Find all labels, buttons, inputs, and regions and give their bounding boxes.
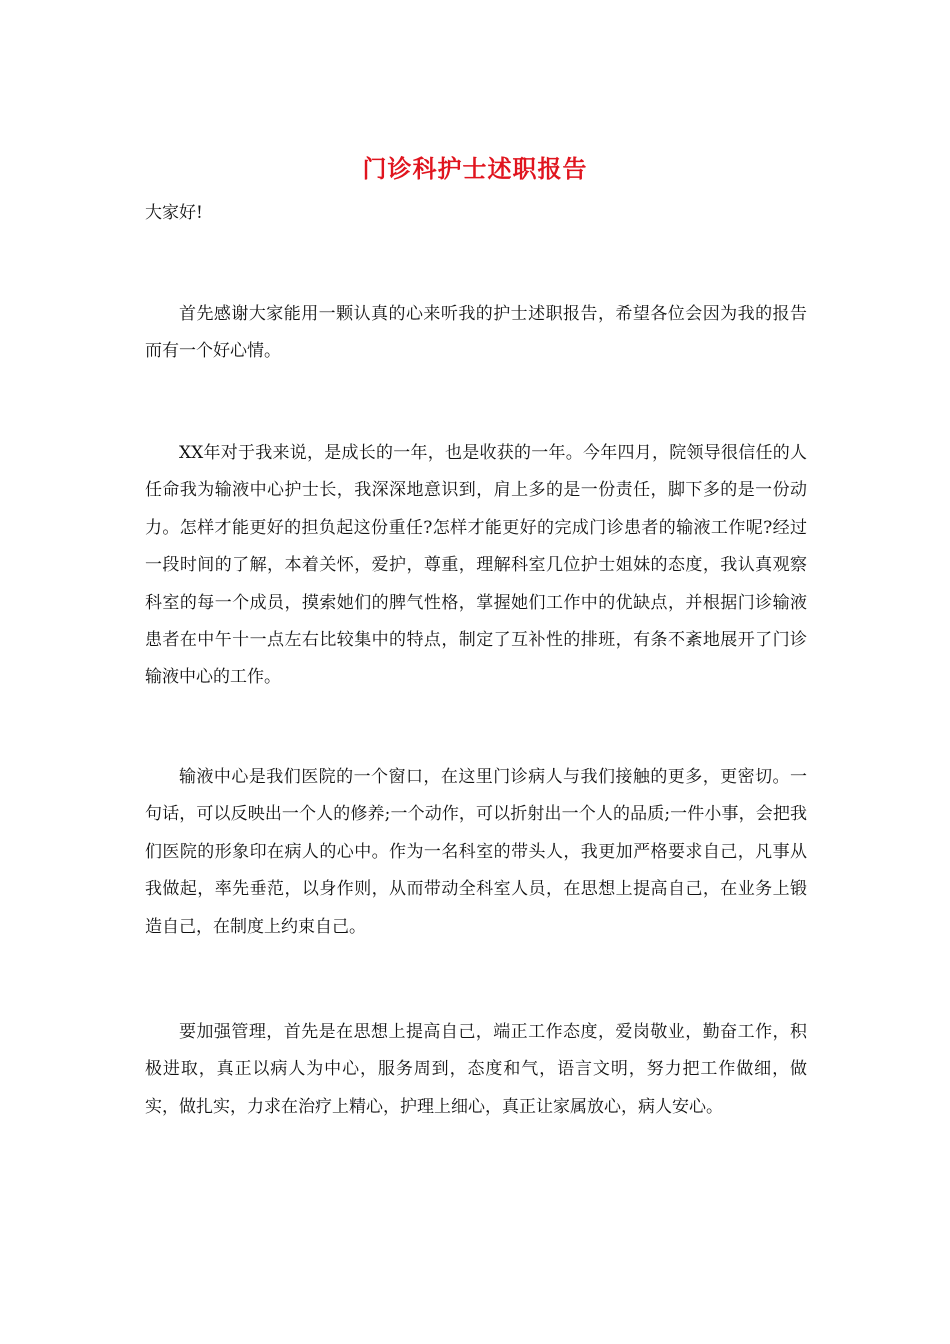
paragraph-3: 输液中心是我们医院的一个窗口，在这里门诊病人与我们接触的更多，更密切。一句话，可以反映出一个人的修养;一个动作，可以折射出一个人的品质;一件小事，会把我们医院的形象印在病人的心中。作为一名科室的带头人，我更加严格要求自己，凡事从我做起，率先垂范，以身作则，从而带动全科室人员，在思想上提高自己，在业务上锻造自己，在制度上约束自己。 — [145, 767, 807, 937]
paragraph-1: 首先感谢大家能用一颗认真的心来听我的护士述职报告，希望各位会因为我的报告而有一个好心情。 — [145, 304, 807, 362]
paragraph-4: 要加强管理，首先是在思想上提高自己，端正工作态度，爱岗敬业，勤奋工作，积极进取，真正以病人为中心，服务周到，态度和气，语言文明，努力把工作做细，做实，做扎实，力求在治疗上精心，护理上细心，真正让家属放心，病人安心。 — [145, 1022, 807, 1117]
paragraph-2: XX年对于我来说，是成长的一年，也是收获的一年。今年四月，院领导很信任的人任命我为输液中心护士长，我深深地意识到，肩上多的是一份责任，脚下多的是一份动力。怎样才能更好的担负起这份重任?怎样才能更好的完成门诊患者的输液工作呢?经过一段时间的了解，本着关怀，爱护，尊重，理解科室几位护士姐妹的态度，我认真观察科室的每一个成员，摸索她们的脾气性格，掌握她们工作中的优缺点，并根据门诊输液患者在中午十一点左右比较集中的特点，制定了互补性的排班，有条不紊地展开了门诊输液中心的工作。 — [145, 443, 807, 688]
greeting: 大家好! — [145, 203, 203, 223]
document-title: 门诊科护士述职报告 — [362, 154, 588, 183]
